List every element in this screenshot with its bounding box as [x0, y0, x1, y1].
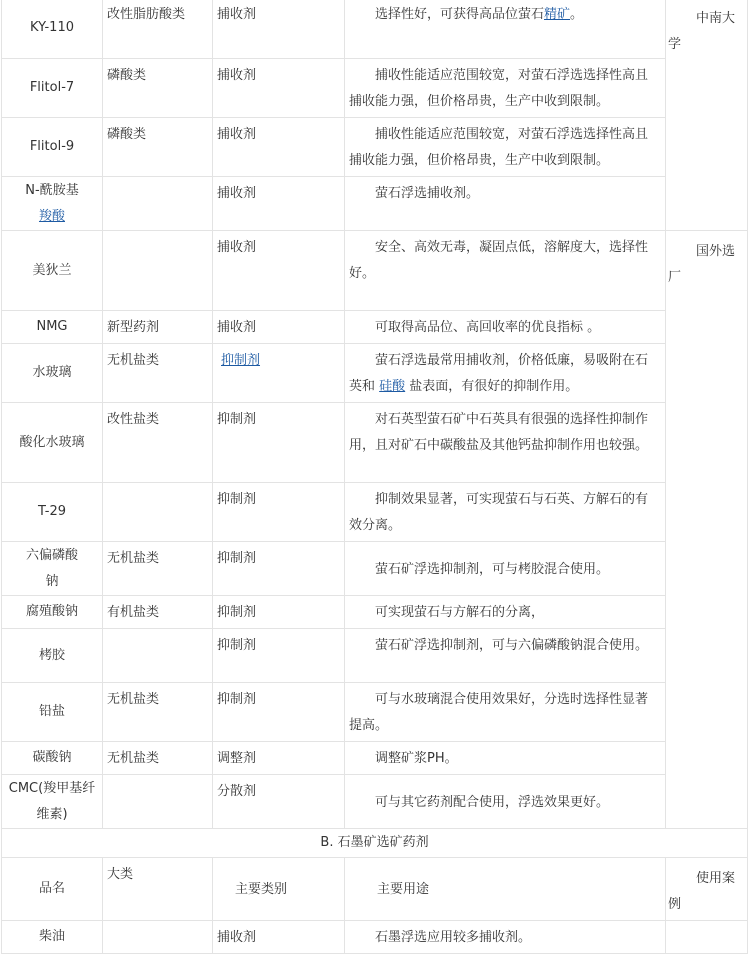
table-row: [2, 742, 748, 775]
section-title: B. 石墨矿选矿药剂: [2, 829, 748, 858]
table-row: [2, 118, 748, 177]
table-row: [2, 775, 748, 829]
reagent-name: CMC(羧甲基纤维素): [2, 775, 103, 829]
reagent-usage: 可实现萤石与方解石的分离，: [345, 596, 666, 629]
header-category: 大类: [103, 858, 213, 921]
reagent-usage: 可取得高品位、高回收率的优良指标 。: [345, 311, 666, 344]
reagent-name: 酸化水玻璃: [2, 403, 103, 483]
reagent-type: 分散剂: [213, 775, 345, 829]
reagent-category: 无机盐类: [103, 683, 213, 742]
reagent-usage: 对石英型萤石矿中石英具有很强的选择性抑制作用，且对矿石中碳酸盐及其他钙盐抑制作用也较强。: [345, 403, 666, 483]
reagent-type: 抑制剂: [213, 542, 345, 596]
reagent-category: [103, 177, 213, 231]
reagent-category: 有机盐类: [103, 596, 213, 629]
table-row: [2, 542, 748, 596]
reagent-category: [103, 483, 213, 542]
table-row: [2, 231, 748, 311]
reagent-name: 水玻璃: [2, 344, 103, 403]
reagent-table: [1, 0, 748, 954]
table-row: [2, 177, 748, 231]
usage-case: 国外选厂: [666, 231, 748, 829]
reagent-name: 柴油: [2, 921, 103, 954]
reagent-usage: 捕收性能适应范围较宽，对萤石浮选选择性高且捕收能力强，但价格昂贵，生产中收到限制。: [345, 118, 666, 177]
reagent-category: 改性脂肪酸类: [103, 0, 213, 59]
reagent-name: T-29: [2, 483, 103, 542]
reagent-type: 捕收剂: [213, 118, 345, 177]
reagent-name: 腐殖酸钠: [2, 596, 103, 629]
header-row: [2, 858, 748, 921]
reagent-table-container: [1, 0, 747, 954]
reagent-type: 抑制剂: [213, 403, 345, 483]
reagent-category: 无机盐类: [103, 742, 213, 775]
reagent-usage: 可与水玻璃混合使用效果好，分选时选择性显著提高。: [345, 683, 666, 742]
reagent-type: 抑制剂: [213, 483, 345, 542]
reagent-name: KY-110: [2, 0, 103, 59]
table-row: [2, 344, 748, 403]
reagent-name: N-酰胺基 羧酸: [2, 177, 103, 231]
reagent-name: 美狄兰: [2, 231, 103, 311]
reagent-type: 捕收剂: [213, 59, 345, 118]
reagent-category: 磷酸类: [103, 118, 213, 177]
link-inhibitor[interactable]: 抑制剂: [221, 353, 261, 368]
reagent-type: 捕收剂: [213, 0, 345, 59]
table-row: [2, 629, 748, 683]
reagent-category: [103, 231, 213, 311]
reagent-category: 无机盐类: [103, 344, 213, 403]
section-row: [2, 829, 748, 858]
usage-case: [666, 921, 748, 954]
header-usage: 主要用途: [345, 858, 666, 921]
reagent-usage: 石墨浮选应用较多捕收剂。: [345, 921, 666, 954]
reagent-category: [103, 921, 213, 954]
table-row: [2, 483, 748, 542]
table-row: [2, 403, 748, 483]
reagent-type: 抑制剂: [213, 683, 345, 742]
reagent-category: 无机盐类: [103, 542, 213, 596]
reagent-name: 栲胶: [2, 629, 103, 683]
reagent-type: [213, 344, 345, 403]
reagent-type: 调整剂: [213, 742, 345, 775]
link-concentrate[interactable]: 精矿: [544, 7, 571, 22]
reagent-name: 六偏磷酸钠: [2, 542, 103, 596]
reagent-usage: 萤石浮选最常用捕收剂，价格低廉，易吸附在石英和 硅酸 盐表面，有很好的抑制作用。: [345, 344, 666, 403]
table-row: [2, 59, 748, 118]
link-carboxylic-acid[interactable]: 羧酸: [38, 208, 65, 224]
usage-case: 中南大学: [666, 0, 748, 231]
reagent-name: Flitol-9: [2, 118, 103, 177]
reagent-usage: 萤石矿浮选抑制剂，可与栲胶混合使用。: [345, 542, 666, 596]
reagent-usage: 萤石矿浮选抑制剂，可与六偏磷酸钠混合使用。: [345, 629, 666, 683]
reagent-usage: 抑制效果显著，可实现萤石与石英、方解石的有效分离。: [345, 483, 666, 542]
reagent-usage: 安全、高效无毒，凝固点低，溶解度大，选择性好。: [345, 231, 666, 311]
reagent-category: 改性盐类: [103, 403, 213, 483]
header-type: 主要类别: [213, 858, 345, 921]
table-row: [2, 596, 748, 629]
reagent-name: 碳酸钠: [2, 742, 103, 775]
reagent-type: 捕收剂: [213, 177, 345, 231]
reagent-type: 捕收剂: [213, 311, 345, 344]
reagent-category: 新型药剂: [103, 311, 213, 344]
reagent-category: [103, 629, 213, 683]
reagent-category: [103, 775, 213, 829]
table-row: [2, 921, 748, 954]
reagent-usage: 可与其它药剂配合使用，浮选效果更好。: [345, 775, 666, 829]
reagent-usage: 萤石浮选捕收剂。: [345, 177, 666, 231]
reagent-usage: 选择性好，可获得高品位萤石精矿。: [345, 0, 666, 59]
reagent-type: 捕收剂: [213, 921, 345, 954]
reagent-usage: 捕收性能适应范围较宽，对萤石浮选选择性高且捕收能力强，但价格昂贵，生产中收到限制。: [345, 59, 666, 118]
link-silicic-acid[interactable]: 硅酸: [379, 379, 406, 394]
reagent-type: 抑制剂: [213, 596, 345, 629]
table-row: [2, 683, 748, 742]
reagent-category: 磷酸类: [103, 59, 213, 118]
reagent-type: 抑制剂: [213, 629, 345, 683]
reagent-name: Flitol-7: [2, 59, 103, 118]
table-row: [2, 311, 748, 344]
reagent-usage: 调整矿浆PH。: [345, 742, 666, 775]
table-row: [2, 0, 748, 59]
header-name: 品名: [2, 858, 103, 921]
reagent-name: NMG: [2, 311, 103, 344]
reagent-type: 捕收剂: [213, 231, 345, 311]
header-usage-case: 使用案例: [666, 858, 748, 921]
reagent-name: 铅盐: [2, 683, 103, 742]
